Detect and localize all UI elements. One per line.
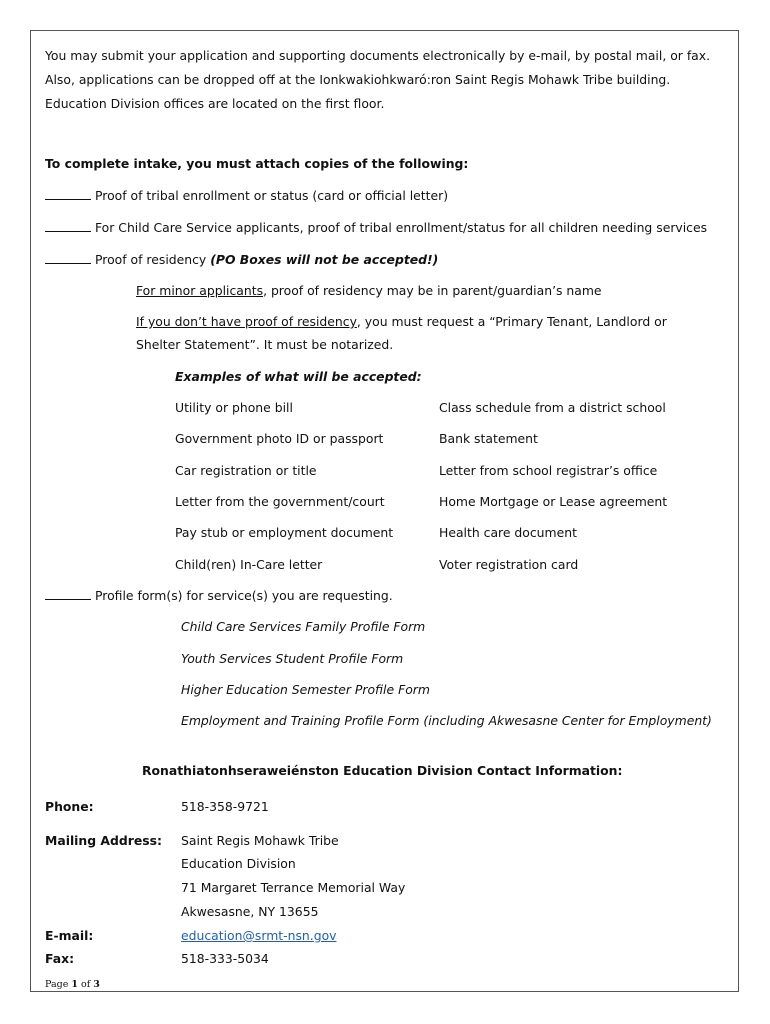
- checklist-item-enrollment: [45, 188, 448, 203]
- example-item: Voter registration card: [439, 557, 579, 572]
- no-proof-text: , you must request a “Primary Tenant, Landlord or: [356, 314, 667, 329]
- profile-form-item: Employment and Training Profile Form (including Akwesasne Center for Employment): [181, 713, 712, 728]
- mailing-address-label: Mailing Address:: [45, 833, 162, 848]
- checklist-item-childcare: [45, 220, 707, 235]
- page-total: 3: [93, 979, 100, 990]
- example-item: Government photo ID or passport: [175, 431, 384, 446]
- examples-heading: Examples of what will be accepted:: [175, 369, 422, 384]
- example-item: Utility or phone bill: [175, 400, 293, 415]
- residency-warning: (PO Boxes will not be accepted!): [210, 252, 439, 267]
- intro-paragraph: [45, 44, 727, 116]
- example-item: Letter from school registrar’s office: [439, 463, 658, 478]
- page-prefix: Page: [45, 979, 72, 990]
- fax-label: Fax:: [45, 951, 75, 966]
- no-proof-label: If you don’t have proof of residency: [136, 314, 357, 329]
- email-link[interactable]: education@srmt-nsn.gov: [181, 928, 337, 943]
- minor-applicants-text: , proof of residency may be in parent/guardian’s name: [263, 283, 602, 298]
- profile-form-item: Child Care Services Family Profile Form: [181, 619, 426, 634]
- checklist-item-label: Proof of tribal enrollment or status (card or official letter): [95, 188, 449, 203]
- example-item: Bank statement: [439, 431, 538, 446]
- checklist-item-label: For Child Care Service applicants, proof of tribal enrollment/status for all children needing services: [95, 220, 708, 235]
- checkbox-blank[interactable]: [45, 253, 91, 264]
- address-line: 71 Margaret Terrance Memorial Way: [181, 880, 406, 895]
- minor-applicants-note: [136, 283, 602, 298]
- example-item: Pay stub or employment document: [175, 525, 394, 540]
- contact-heading: Ronathiatonhseraweiénston Education Division Contact Information:: [142, 763, 623, 778]
- checklist-item-label: Proof of residency: [95, 252, 207, 267]
- intro-line-3: Education Division offices are located on the first floor.: [45, 96, 385, 111]
- no-proof-note: [136, 314, 667, 329]
- address-line: Akwesasne, NY 13655: [181, 904, 319, 919]
- profile-form-item: Youth Services Student Profile Form: [181, 651, 404, 666]
- fax-value: 518-333-5034: [181, 951, 269, 966]
- example-item: Health care document: [439, 525, 577, 540]
- phone-value: 518-358-9721: [181, 799, 269, 814]
- intake-heading: To complete intake, you must attach copies of the following:: [45, 156, 469, 171]
- intro-line-1: You may submit your application and supporting documents electronically by e-mail, by postal mail, or fax.: [45, 48, 711, 63]
- example-item: Class schedule from a district school: [439, 400, 666, 415]
- profile-form-item: Higher Education Semester Profile Form: [181, 682, 430, 697]
- no-proof-text-2: Shelter Statement”. It must be notarized.: [136, 337, 394, 352]
- email-label: E-mail:: [45, 928, 94, 943]
- page-number: [45, 979, 100, 990]
- checkbox-blank[interactable]: [45, 221, 91, 232]
- checkbox-blank[interactable]: [45, 589, 91, 600]
- intro-line-2: Also, applications can be dropped off at the Ionkwakiohkwaró:ron Saint Regis Mohawk Tribe building.: [45, 72, 671, 87]
- example-item: Car registration or title: [175, 463, 317, 478]
- checklist-item-label: Profile form(s) for service(s) you are requesting.: [95, 588, 393, 603]
- minor-applicants-label: For minor applicants: [136, 283, 264, 298]
- phone-label: Phone:: [45, 799, 94, 814]
- address-line: Saint Regis Mohawk Tribe: [181, 833, 339, 848]
- example-item: Letter from the government/court: [175, 494, 385, 509]
- example-item: Child(ren) In-Care letter: [175, 557, 323, 572]
- checklist-item-residency: [45, 252, 438, 267]
- checklist-item-profile-forms: [45, 588, 393, 603]
- page-current: 1: [71, 979, 78, 990]
- address-line: Education Division: [181, 856, 296, 871]
- page-of: of: [77, 979, 94, 990]
- checkbox-blank[interactable]: [45, 189, 91, 200]
- example-item: Home Mortgage or Lease agreement: [439, 494, 668, 509]
